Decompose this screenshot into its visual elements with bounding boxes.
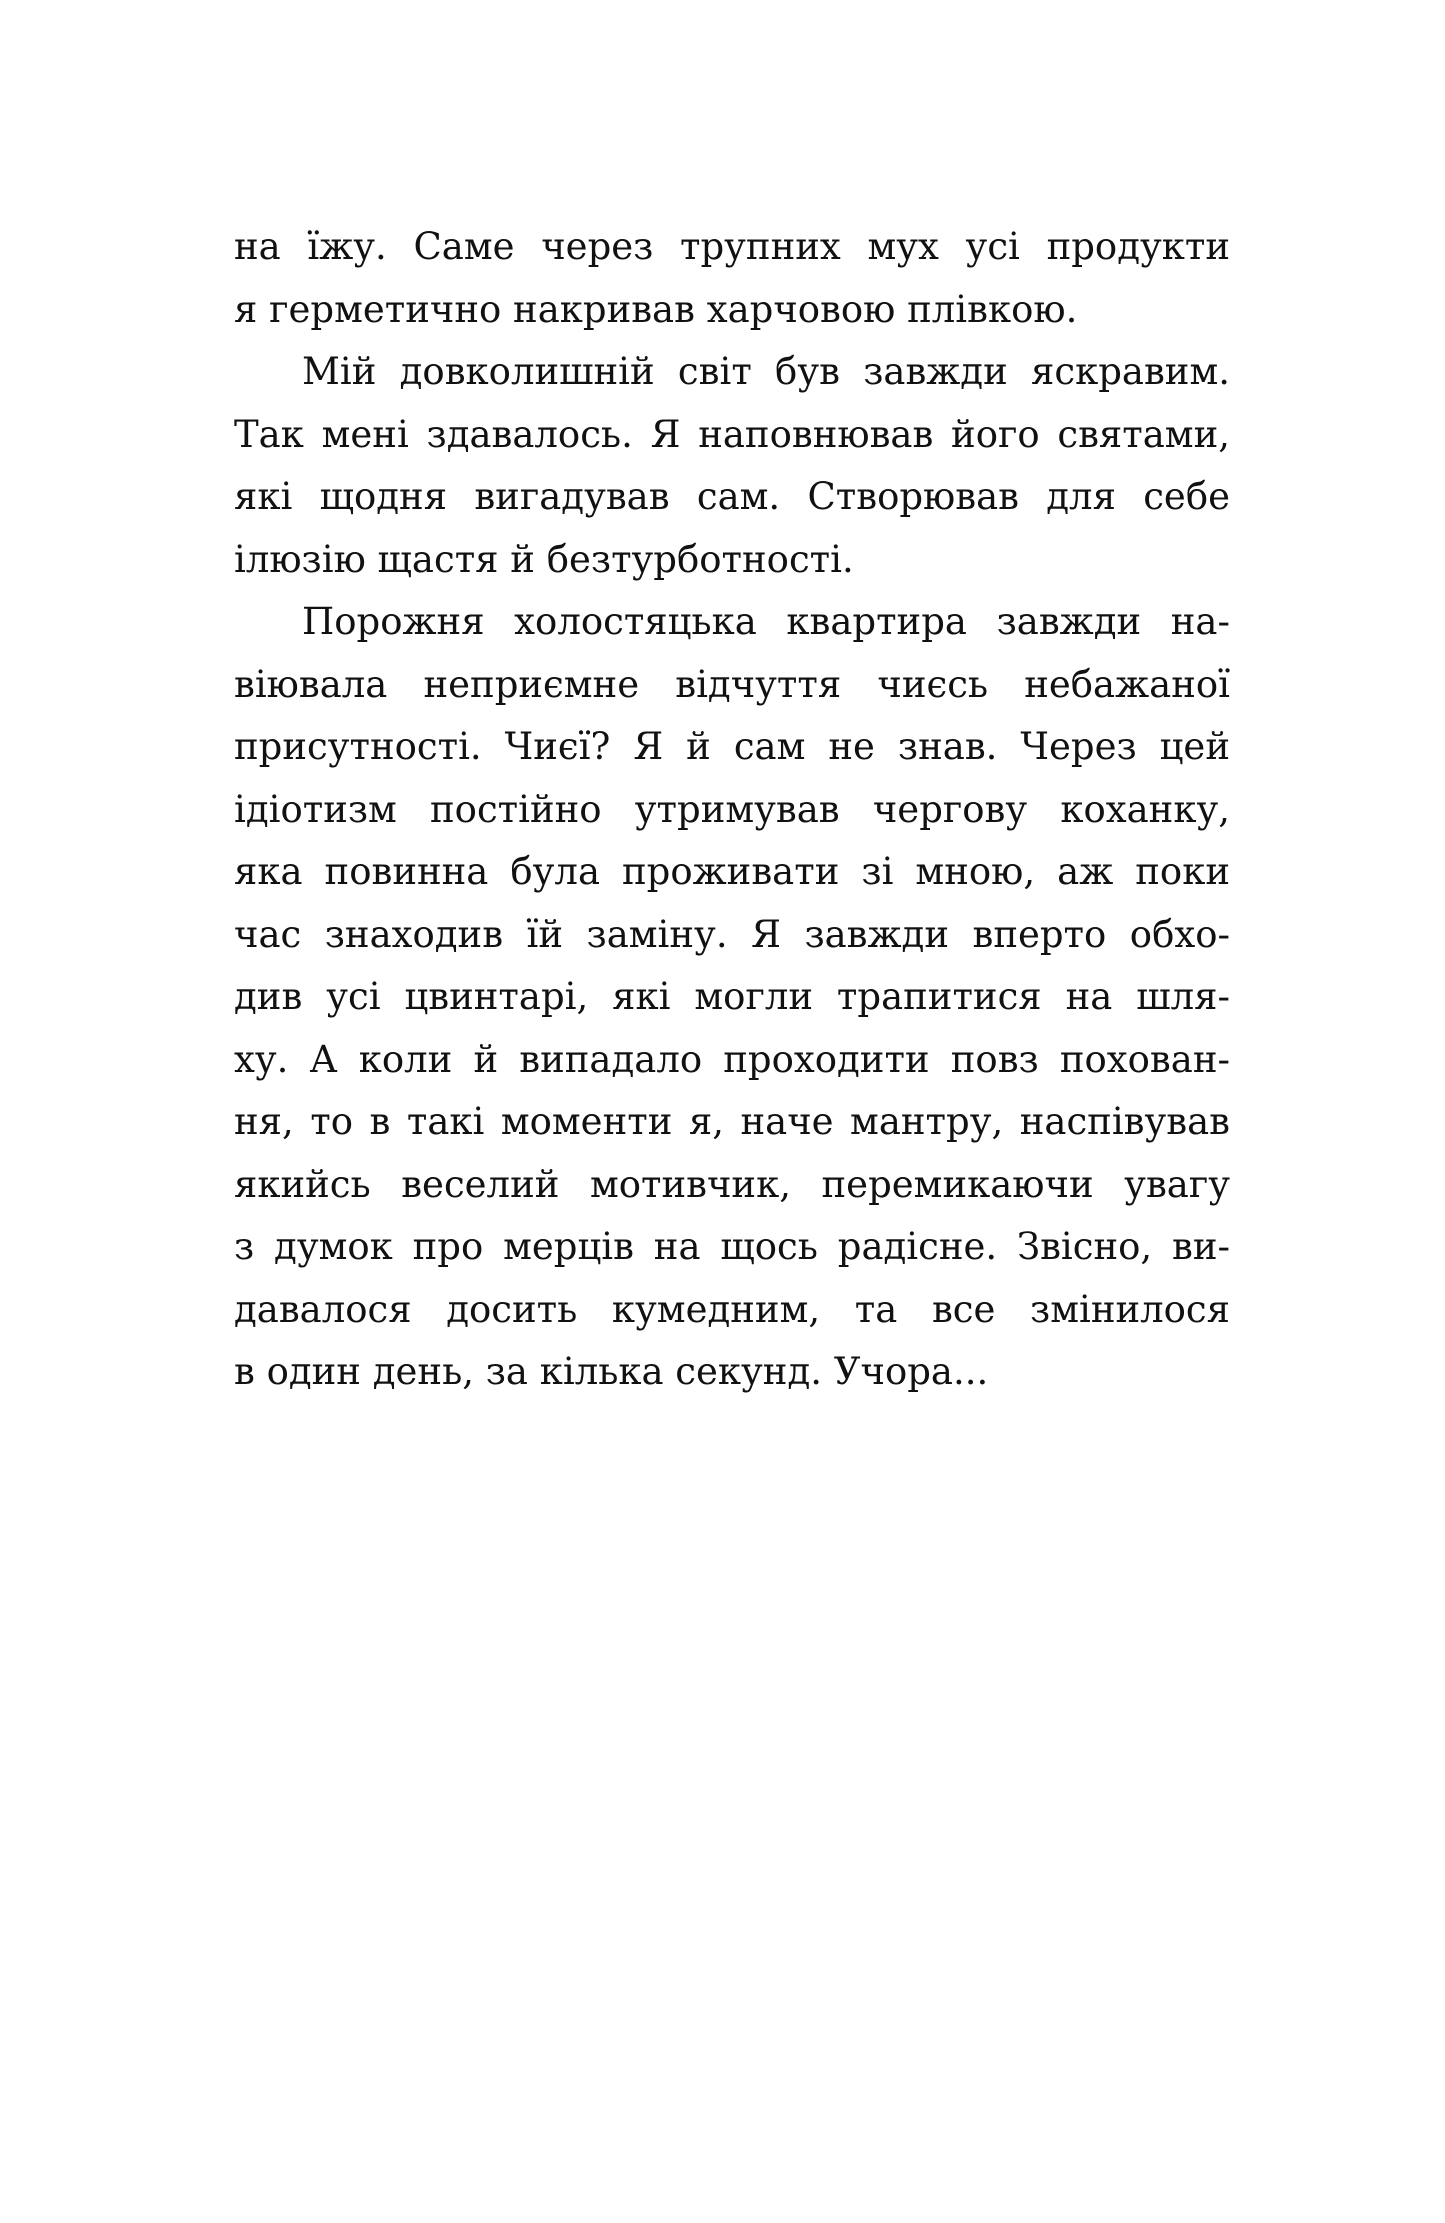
text-line: ху. А коли й випадало проходити повз похован- <box>234 1037 1230 1081</box>
text-line: давалося досить кумедним, та все змінилося <box>234 1287 1230 1331</box>
text-line: Порожня холостяцька квартира завжди на- <box>302 600 1230 643</box>
text-line: Так мені здавалось. Я наповнював його святами, <box>234 412 1230 456</box>
text-line: якийсь веселий мотивчик, перемикаючи увагу <box>234 1162 1230 1206</box>
text-line: див усі цвинтарі, які могли трапитися на шля- <box>234 975 1230 1018</box>
text-line: яка повинна була проживати зі мною, аж поки <box>234 850 1230 893</box>
text-line: які щодня вигадував сам. Створював для себе <box>234 475 1230 518</box>
text-line: на їжу. Саме через трупних мух усі продукти <box>234 225 1230 268</box>
text-line: віювала неприємне відчуття чиєсь небажаної <box>234 662 1230 706</box>
text-line: Мій довколишній світ був завжди яскравим. <box>302 350 1230 393</box>
body-text <box>234 216 1230 1404</box>
text-line: з думок про мерців на щось радісне. Звісно, ви- <box>234 1225 1230 1268</box>
paragraph <box>234 216 1230 341</box>
text-line: ілюзію щастя й безтурботності. <box>234 537 854 581</box>
paragraph <box>234 591 1230 1404</box>
paragraph <box>234 341 1230 591</box>
text-line: ня, то в такі моменти я, наче мантру, наспівував <box>234 1100 1230 1143</box>
text-line: я герметично накривав харчовою плівкою. <box>234 287 1078 331</box>
text-line: ідіотизм постійно утримував чергову коханку, <box>234 787 1230 831</box>
text-line: присутності. Чиєї? Я й сам не знав. Через цей <box>234 725 1230 768</box>
text-line: в один день, за кілька секунд. Учора... <box>234 1350 989 1393</box>
text-line: час знаходив їй заміну. Я завжди вперто обхо- <box>234 912 1230 956</box>
